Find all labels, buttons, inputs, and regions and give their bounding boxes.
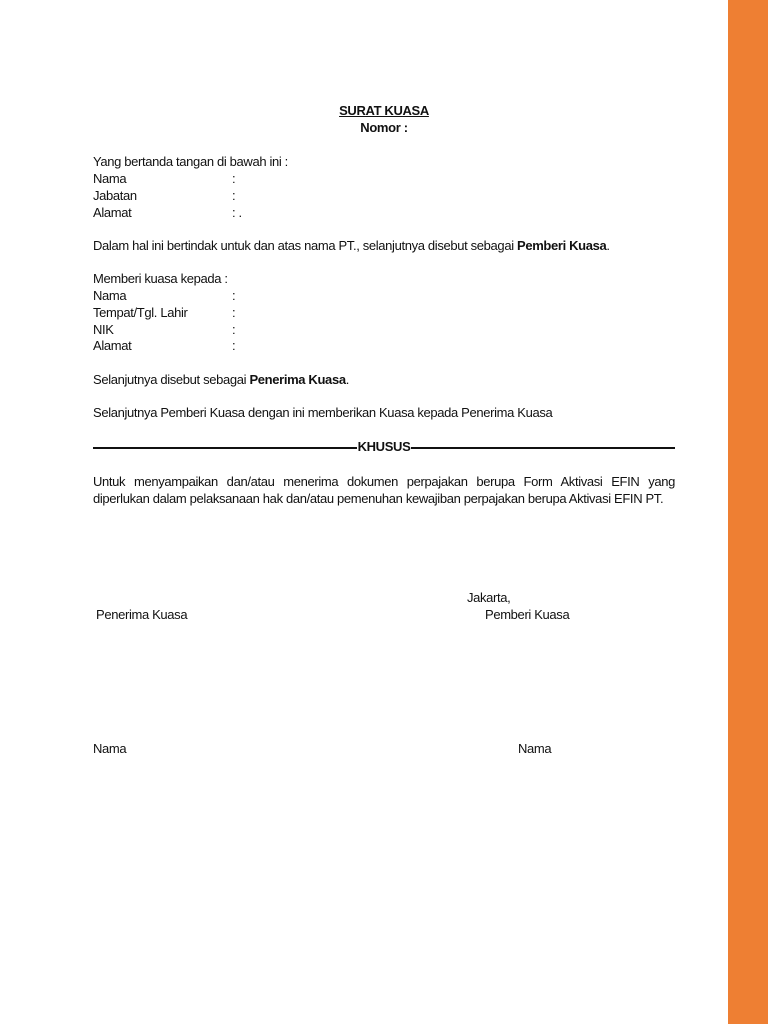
document-page <box>93 0 675 1024</box>
acting-statement <box>93 238 610 255</box>
orange-side-bar <box>728 0 768 1024</box>
divider-line-right <box>411 447 675 449</box>
field-separator: : <box>232 305 236 320</box>
khusus-divider <box>93 439 675 456</box>
document-title: SURAT KUASA <box>339 103 429 118</box>
field-separator: : <box>232 188 236 203</box>
field-separator: : <box>232 338 236 353</box>
divider-line-left <box>93 447 357 449</box>
signature-name-penerima: Nama <box>93 741 127 756</box>
purpose-paragraph: Untuk menyampaikan dan/atau menerima dokumen perpajakan berupa Form Aktivasi EFIN yang diperlukan dalam pelaksanaan hak dan/atau pemenuhan kewajiban perpajakan berupa Aktivasi EFIN PT. <box>93 474 675 506</box>
khusus-heading: KHUSUS <box>357 439 411 455</box>
signature-name-pemberi: Nama <box>518 741 552 756</box>
field-label: Alamat <box>93 338 132 353</box>
place-date: Jakarta, <box>467 590 511 605</box>
field-separator: : <box>232 322 236 337</box>
selanjutnya-statement <box>93 372 349 389</box>
field-label: NIK <box>93 322 114 337</box>
field-separator: : . <box>232 205 242 220</box>
field-label: Nama <box>93 288 127 303</box>
signature-title-penerima: Penerima Kuasa <box>96 607 188 622</box>
intro-text: Yang bertanda tangan di bawah ini : <box>93 154 288 169</box>
signature-title-pemberi: Pemberi Kuasa <box>485 607 570 622</box>
grant-statement: Selanjutnya Pemberi Kuasa dengan ini memberikan Kuasa kepada Penerima Kuasa <box>93 405 553 420</box>
acting-end: . <box>606 238 610 253</box>
field-label: Alamat <box>93 205 132 220</box>
pemberi-kuasa-term: Pemberi Kuasa <box>517 238 607 253</box>
penerima-kuasa-term: Penerima Kuasa <box>249 372 346 387</box>
field-label: Tempat/Tgl. Lahir <box>93 305 188 320</box>
field-separator: : <box>232 171 236 186</box>
selanjutnya-end: . <box>345 372 349 387</box>
field-separator: : <box>232 288 236 303</box>
selanjutnya-text: Selanjutnya disebut sebagai <box>93 372 250 387</box>
memberi-kuasa-label: Memberi kuasa kepada : <box>93 271 228 286</box>
field-label: Jabatan <box>93 188 137 203</box>
nomor-label: Nomor : <box>360 120 408 135</box>
field-label: Nama <box>93 171 127 186</box>
acting-text: Dalam hal ini bertindak untuk dan atas nama PT., selanjutnya disebut sebagai <box>93 238 517 253</box>
